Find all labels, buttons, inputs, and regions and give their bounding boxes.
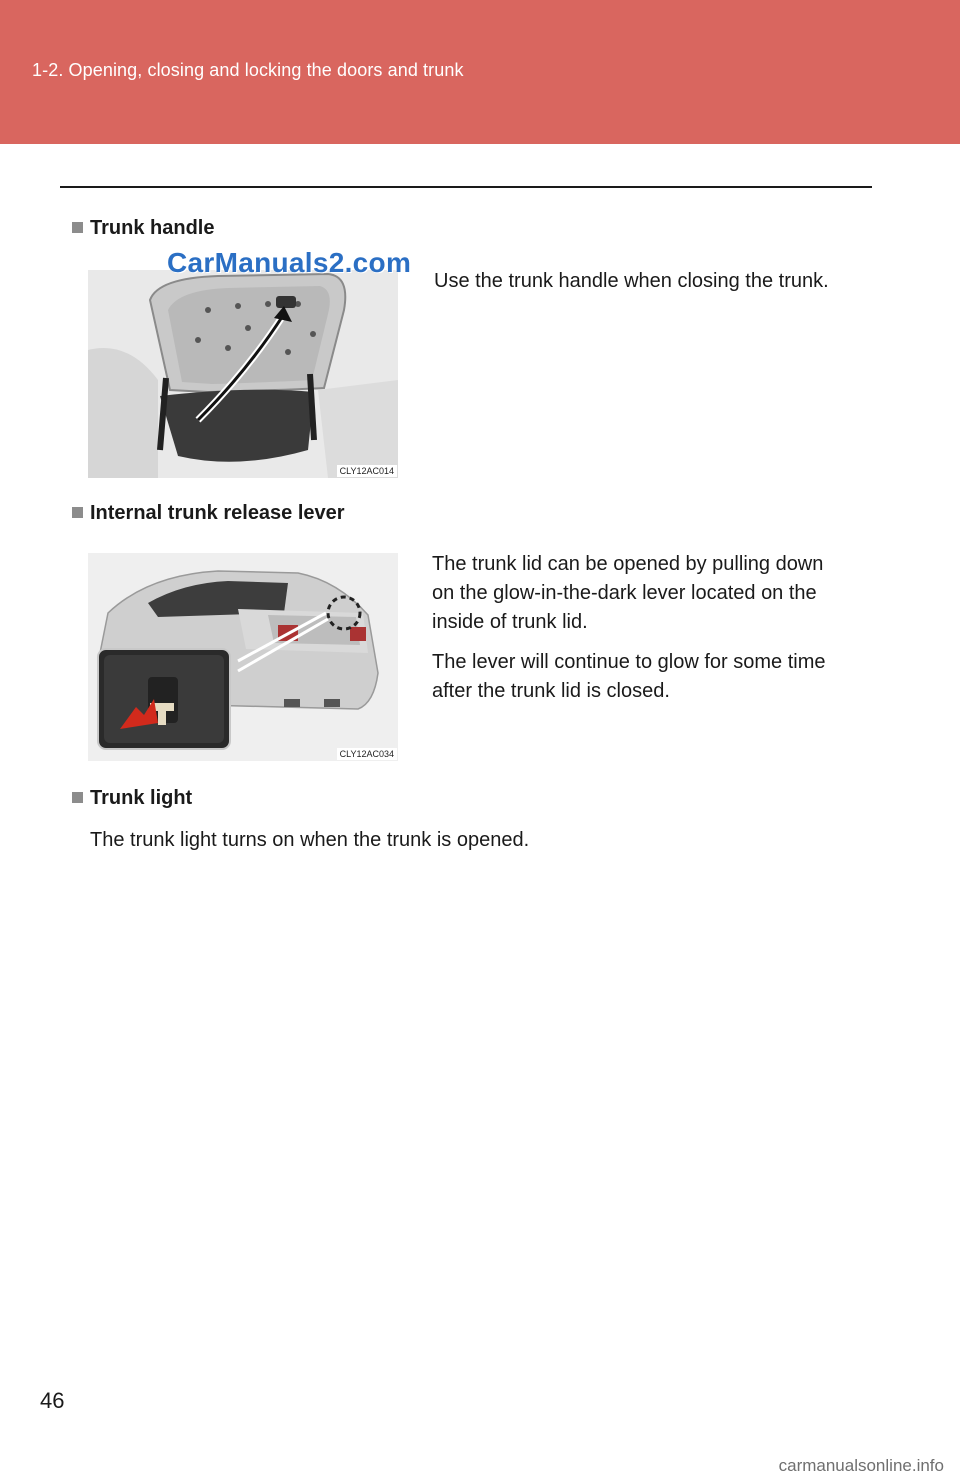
header-divider [60, 186, 872, 188]
page-header-band [0, 0, 960, 144]
trunk-open-illustration [88, 270, 398, 478]
square-bullet-icon [72, 222, 83, 233]
heading-trunk-light: Trunk light [72, 787, 192, 810]
footer-watermark: carmanualsonline.info [778, 1456, 944, 1475]
release-lever-text-1: The trunk lid can be opened by pulling down on the glow-in-the-dark lever located on the inside of trunk lid. [432, 553, 824, 633]
release-lever-text-2: The lever will continue to glow for some time after the trunk lid is closed. [432, 651, 826, 702]
trunk-light-text: The trunk light turns on when the trunk is opened. [90, 829, 530, 851]
figure-code: CLY12AC034 [337, 748, 397, 760]
heading-release-lever: Internal trunk release lever [72, 502, 345, 525]
page-number: 46 [40, 1388, 65, 1413]
sedan-rear-illustration [88, 553, 398, 761]
figure-code: CLY12AC014 [337, 465, 397, 477]
carmanuals-watermark: CarManuals2.com [167, 247, 412, 278]
figure-release-lever [88, 553, 398, 761]
trunk-handle-text: Use the trunk handle when closing the trunk. [434, 270, 829, 292]
heading-trunk-handle: Trunk handle [72, 217, 214, 240]
square-bullet-icon [72, 507, 83, 518]
figure-trunk-handle [88, 270, 398, 478]
square-bullet-icon [72, 792, 83, 803]
section-title: 1-2. Opening, closing and locking the doors and trunk [32, 60, 464, 80]
